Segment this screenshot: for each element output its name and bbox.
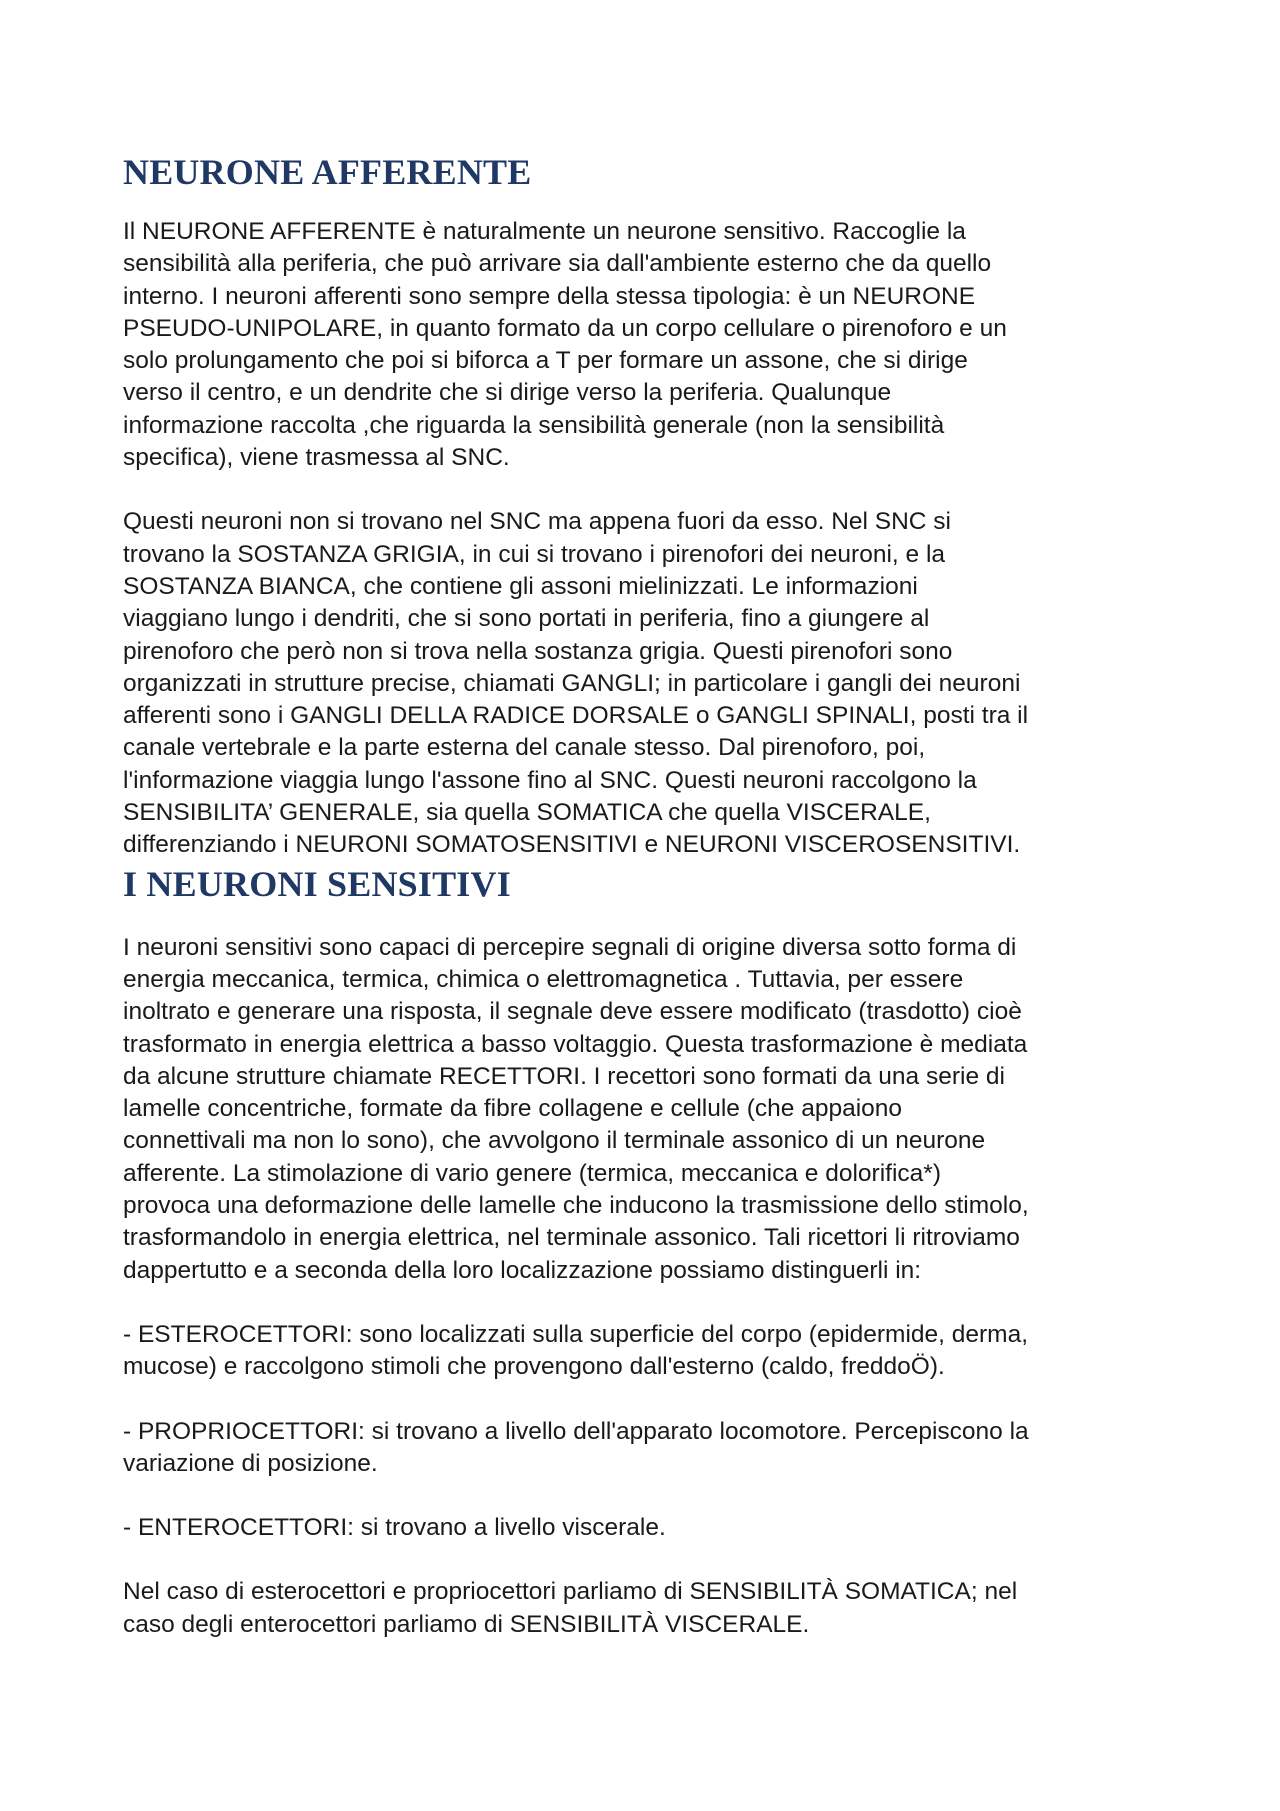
text-line: inoltrato e generare una risposta, il segnale deve essere modificato (trasdotto) cioè (123, 998, 1022, 1026)
document-page (123, 150, 1173, 1641)
text-line: I neuroni sensitivi sono capaci di percepire segnali di origine diversa sotto forma di (123, 933, 1017, 961)
text-line: energia meccanica, termica, chimica o elettromagnetica . Tuttavia, per essere (123, 965, 964, 993)
section-title-neurone-afferente: NEURONE AFFERENTE (123, 152, 532, 192)
text-line: Nel caso di esterocettori e propriocettori parliamo di SENSIBILITÀ SOMATICA; nel (123, 1578, 1018, 1606)
text-line: variazione di posizione. (123, 1449, 378, 1477)
text-line: l'informazione viaggia lungo l'assone fino al SNC. Questi neuroni raccolgono la (123, 766, 977, 794)
text-line: dappertutto e a seconda della loro localizzazione possiamo distinguerli in: (123, 1256, 922, 1284)
text-line: da alcune strutture chiamate RECETTORI. I recettori sono formati da una serie di (123, 1062, 1005, 1090)
text-line: - ENTEROCETTORI: si trovano a livello viscerale. (123, 1514, 666, 1542)
text-line: interno. I neuroni afferenti sono sempre della stessa tipologia: è un NEURONE (123, 282, 976, 310)
text-line: Il NEURONE AFFERENTE è naturalmente un neurone sensitivo. Raccoglie la (123, 218, 966, 245)
text-line: - PROPRIOCETTORI: si trovano a livello dell'apparato locomotore. Percepiscono la (123, 1417, 1029, 1445)
text-line: informazione raccolta ,che riguarda la sensibilità generale (non la sensibilità (123, 411, 945, 439)
text-line: specifica), viene trasmessa al SNC. (123, 444, 510, 472)
text-line: organizzati in strutture precise, chiamati GANGLI; in particolare i gangli dei neuroni (123, 669, 1021, 697)
list-item-enterocettori (123, 1512, 1173, 1544)
list-item-esterocettori (123, 1319, 1173, 1384)
paragraph (123, 932, 1173, 1287)
text-line: verso il centro, e un dendrite che si dirige verso la periferia. Qualunque (123, 379, 892, 407)
text-line: viaggiano lungo i dendriti, che si sono portati in periferia, fino a giungere al (123, 605, 930, 633)
paragraph-conclusion (123, 1576, 1173, 1641)
text-line: canale vertebrale e la parte esterna del canale stesso. Dal pirenoforo, poi, (123, 734, 926, 762)
text-line: lamelle concentriche, formate da fibre collagene e cellule (che appaiono (123, 1095, 903, 1123)
text-line: trasformandolo in energia elettrica, nel terminale assonico. Tali ricettori li ritroviamo (123, 1224, 1020, 1252)
paragraph (123, 506, 1173, 861)
text-line: mucose) e raccolgono stimoli che provengono dall'esterno (caldo, freddoÖ). (123, 1353, 945, 1381)
text-line: afferente. La stimolazione di vario genere (termica, meccanica e dolorifica*) (123, 1159, 941, 1187)
section-title-neuroni-sensitivi: I NEURONI SENSITIVI (123, 863, 511, 904)
text-line: - ESTEROCETTORI: sono localizzati sulla superficie del corpo (epidermide, derma, (123, 1320, 1029, 1348)
text-line: provoca una deformazione delle lamelle che inducono la trasmissione dello stimolo, (123, 1192, 1029, 1220)
text-line: Questi neuroni non si trovano nel SNC ma appena fuori da esso. Nel SNC si (123, 508, 951, 536)
text-line: afferenti sono i GANGLI DELLA RADICE DORSALE o GANGLI SPINALI, posti tra il (123, 702, 1029, 730)
text-line: trovano la SOSTANZA GRIGIA, in cui si trovano i pirenofori dei neuroni, e la (123, 540, 946, 568)
paragraph (123, 216, 1173, 474)
text-line: sensibilità alla periferia, che può arrivare sia dall'ambiente esterno che da quello (123, 250, 992, 278)
text-line: SENSIBILITA’ GENERALE, sia quella SOMATICA che quella VISCERALE, (123, 799, 931, 827)
text-line: solo prolungamento che poi si biforca a T per formare un assone, che si dirige (123, 347, 968, 375)
text-line: caso degli enterocettori parliamo di SENSIBILITÀ VISCERALE. (123, 1610, 810, 1638)
list-item-propriocettori (123, 1416, 1173, 1481)
text-line: differenziando i NEURONI SOMATOSENSITIVI e NEURONI VISCEROSENSITIVI. (123, 831, 1021, 859)
text-line: pirenoforo che però non si trova nella sostanza grigia. Questi pirenofori sono (123, 637, 953, 665)
text-line: PSEUDO-UNIPOLARE, in quanto formato da un corpo cellulare o pirenoforo e un (123, 314, 1007, 342)
text-line: trasformato in energia elettrica a basso voltaggio. Questa trasformazione è mediata (123, 1030, 1028, 1058)
text-line: connettivali ma non lo sono), che avvolgono il terminale assonico di un neurone (123, 1127, 986, 1155)
text-line: SOSTANZA BIANCA, che contiene gli assoni mielinizzati. Le informazioni (123, 572, 918, 600)
